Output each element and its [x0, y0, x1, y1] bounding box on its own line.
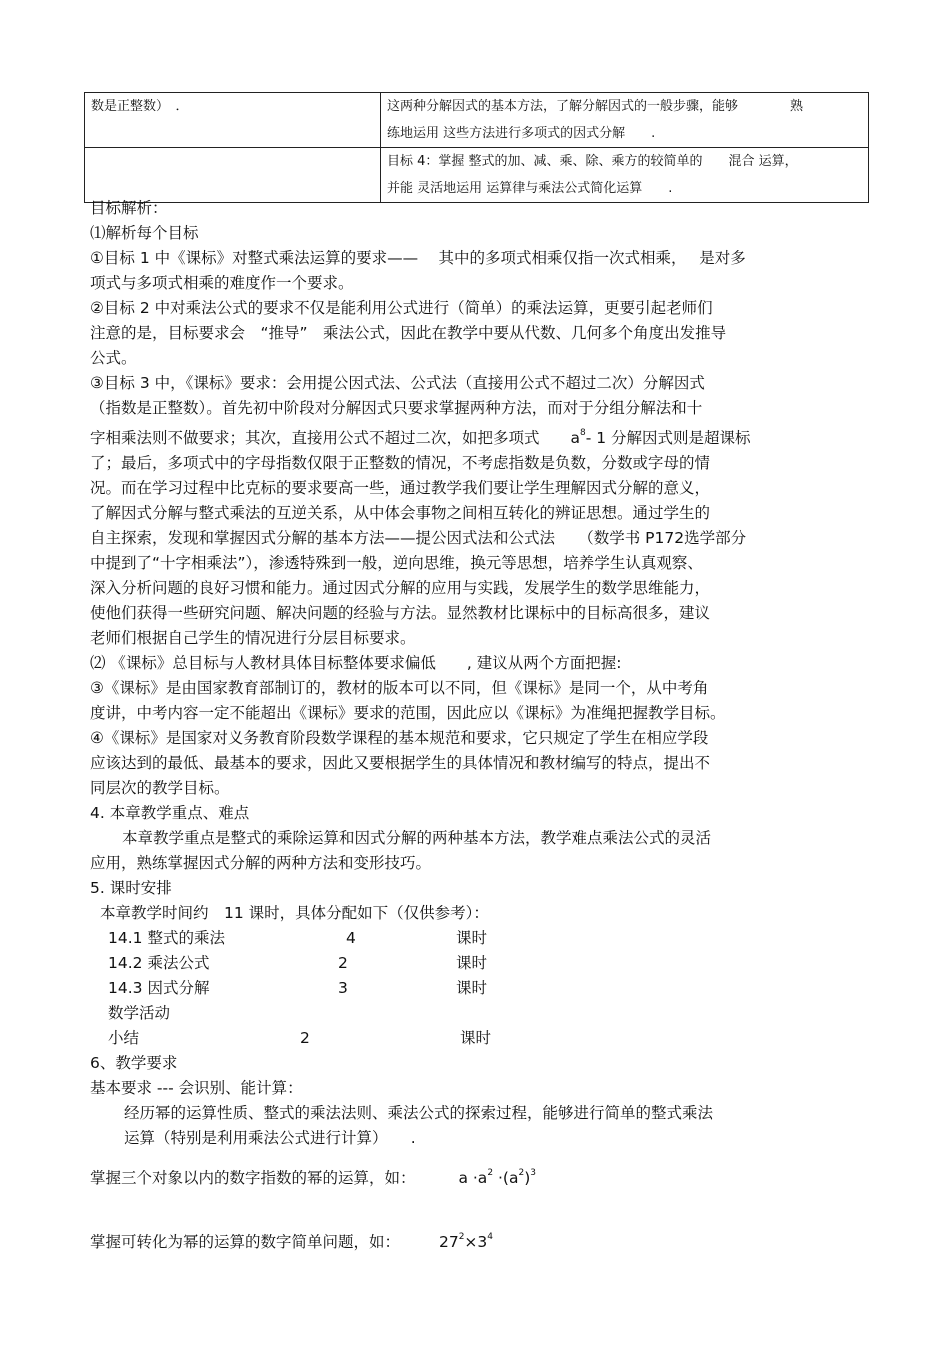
schedule-unit: 课时	[456, 979, 488, 997]
paragraph-line: （指数是正整数）。首先初中阶段对分解因式只要求掌握两种方法，而对于分组分解法和十	[90, 399, 703, 417]
example-line	[90, 1161, 870, 1191]
cell-line: 这两种分解因式的基本方法，了解分解因式的一般步骤，能够 熟	[387, 99, 804, 114]
paragraph-line: 本章教学时间约 11 课时，具体分配如下（仅供参考）：	[100, 904, 489, 922]
schedule-row	[90, 1001, 870, 1026]
paragraph-line: 注意的是，目标要求会 “推导” 乘法公式，因此在教学中要从代数、几何多个角度出发推导	[90, 324, 727, 342]
example-line	[90, 1225, 870, 1255]
formula-run: ×3	[464, 1233, 488, 1251]
exponent: 2	[487, 1168, 494, 1178]
main-text	[90, 196, 870, 1255]
paragraph-line: 中提到了“十字相乘法”），渗透特殊到一般，逆向思维，换元等思想，培养学生认真观察、	[90, 554, 703, 572]
schedule-unit: 课时	[460, 1029, 492, 1047]
schedule-row	[90, 976, 870, 1001]
table-cell-right	[381, 93, 869, 148]
paragraph-line: 公式。	[90, 349, 137, 367]
section-heading: 4. 本章教学重点、难点	[90, 804, 250, 822]
cell-text: 数是正整数） ．	[91, 99, 189, 114]
goal-table	[84, 92, 869, 203]
formula	[405, 1233, 493, 1251]
formula-run: 27	[438, 1233, 459, 1251]
paragraph-line: 使他们获得一些研究问题、解决问题的经验与方法。显然教材比课标中的目标高很多，建议	[90, 604, 711, 622]
cell-line: 并能 灵活地运用 运算律与乘法公式简化运算 .	[387, 181, 673, 196]
paragraph-line: 应用，熟练掌握因式分解的两种方法和变形技巧。	[90, 854, 432, 872]
formula-run: ·(a	[493, 1169, 519, 1187]
paragraph-line	[90, 421, 870, 451]
formula-run: a ·a	[458, 1169, 488, 1187]
schedule-row	[90, 926, 870, 951]
sub-heading: ⑵ 《课标》总目标与人教材具体目标整体要求偏低 , 建议从两个方面把握:	[90, 654, 622, 672]
schedule-unit: 课时	[456, 929, 488, 947]
paragraph-line: ①目标 1 中《课标》对整式乘法运算的要求—— 其中的多项式相乘仅指一次式相乘， 是对多	[90, 249, 746, 267]
paragraph-line: 度讲，中考内容一定不能超出《课标》要求的范围，因此应以《课标》为准绳把握教学目标。	[90, 704, 726, 722]
section-heading: 5. 课时安排	[90, 879, 172, 897]
paragraph-line: 同层次的教学目标。	[90, 779, 230, 797]
text-run: - 1 分解因式则是超课标	[585, 429, 751, 447]
exponent: 4	[487, 1232, 494, 1242]
paragraph-line: 运算（特别是利用乘法公式进行计算） .	[124, 1129, 416, 1147]
paragraph-line: 基本要求 --- 会识别、能计算：	[90, 1079, 303, 1097]
schedule-unit: 课时	[456, 954, 488, 972]
paragraph-line: ④《课标》是国家对义务教育阶段数学课程的基本规范和要求，它只规定了学生在相应学段	[90, 729, 709, 747]
section-heading: 目标解析：	[90, 199, 168, 217]
section-heading: 6、教学要求	[90, 1054, 178, 1072]
schedule-name: 14.3 因式分解	[108, 979, 210, 997]
schedule-name: 数学活动	[108, 1004, 171, 1022]
formula-run: )	[524, 1169, 531, 1187]
exponent: 2	[518, 1168, 525, 1178]
text-run: 字相乘法则不做要求；其次，直接用公式不超过二次，如把多项式 a	[90, 429, 581, 447]
exponent: 3	[530, 1168, 536, 1178]
cell-line: 目标 4：掌握 整式的加、减、乘、除、乘方的较简单的 混合 运算，	[387, 154, 798, 169]
schedule-hours: 4	[346, 929, 356, 947]
paragraph-line: 了解因式分解与整式乘法的互逆关系，从中体会事物之间相互转化的辨证思想。通过学生的	[90, 504, 711, 522]
paragraph-line: 自主探索，发现和掌握因式分解的基本方法——提公因式法和公式法 （数学书 P172选学部分	[90, 529, 747, 547]
paragraph-line: 项式与多项式相乘的难度作一个要求。	[90, 274, 354, 292]
schedule-hours: 2	[300, 1029, 310, 1047]
schedule-row	[90, 951, 870, 976]
cell-line: 练地运用 这些方法进行多项式的因式分解 .	[387, 126, 656, 141]
paragraph-line: 深入分析问题的良好习惯和能力。通过因式分解的应用与实践，发展学生的数学思维能力，	[90, 579, 711, 597]
table-row	[85, 93, 869, 148]
table-cell-left	[85, 93, 381, 148]
paragraph-line: 况。而在学习过程中比克标的要求要高一些，通过教学我们要让学生理解因式分解的意义，	[90, 479, 711, 497]
schedule-row	[90, 1026, 870, 1051]
exponent: 8	[580, 428, 586, 438]
schedule-name: 14.1 整式的乘法	[108, 929, 225, 947]
sub-heading: ⑴解析每个目标	[90, 224, 199, 242]
table-cell-right	[381, 148, 869, 203]
table-cell-left	[85, 148, 381, 203]
paragraph-line: ②目标 2 中对乘法公式的要求不仅是能利用公式进行（简单）的乘法运算，更要引起老师们	[90, 299, 713, 317]
paragraph-line: 经历幂的运算性质、整式的乘法法则、乘法公式的探索过程，能够进行简单的整式乘法	[124, 1104, 714, 1122]
paragraph-line: 应该达到的最低、最基本的要求，因此又要根据学生的具体情况和教材编写的特点，提出不	[90, 754, 711, 772]
paragraph-line: 本章教学重点是整式的乘除运算和因式分解的两种基本方法，教学难点乘法公式的灵活	[122, 829, 712, 847]
table-row	[85, 148, 869, 203]
schedule-name: 14.2 乘法公式	[108, 954, 210, 972]
paragraph-line: ③目标 3 中，《课标》要求：会用提公因式法、公式法（直接用公式不超过二次）分解因式	[90, 374, 705, 392]
schedule-name: 小结	[108, 1029, 140, 1047]
spacer	[90, 1191, 870, 1215]
exponent: 2	[458, 1232, 465, 1242]
schedule-hours: 3	[338, 979, 348, 997]
text-run: 掌握三个对象以内的数字指数的幂的运算，如：	[90, 1169, 416, 1187]
schedule-hours: 2	[338, 954, 348, 972]
text-run: 掌握可转化为幂的运算的数字简单问题，如：	[90, 1233, 401, 1251]
paragraph-line: 了；最后，多项式中的字母指数仅限于正整数的情况，不考虑指数是负数，分数或字母的情	[90, 454, 711, 472]
formula	[420, 1169, 536, 1187]
paragraph-line: 老师们根据自己学生的情况进行分层目标要求。	[90, 629, 416, 647]
paragraph-line: ③《课标》是由国家教育部制订的，教材的版本可以不同，但《课标》是同一个，从中考角	[90, 679, 709, 697]
